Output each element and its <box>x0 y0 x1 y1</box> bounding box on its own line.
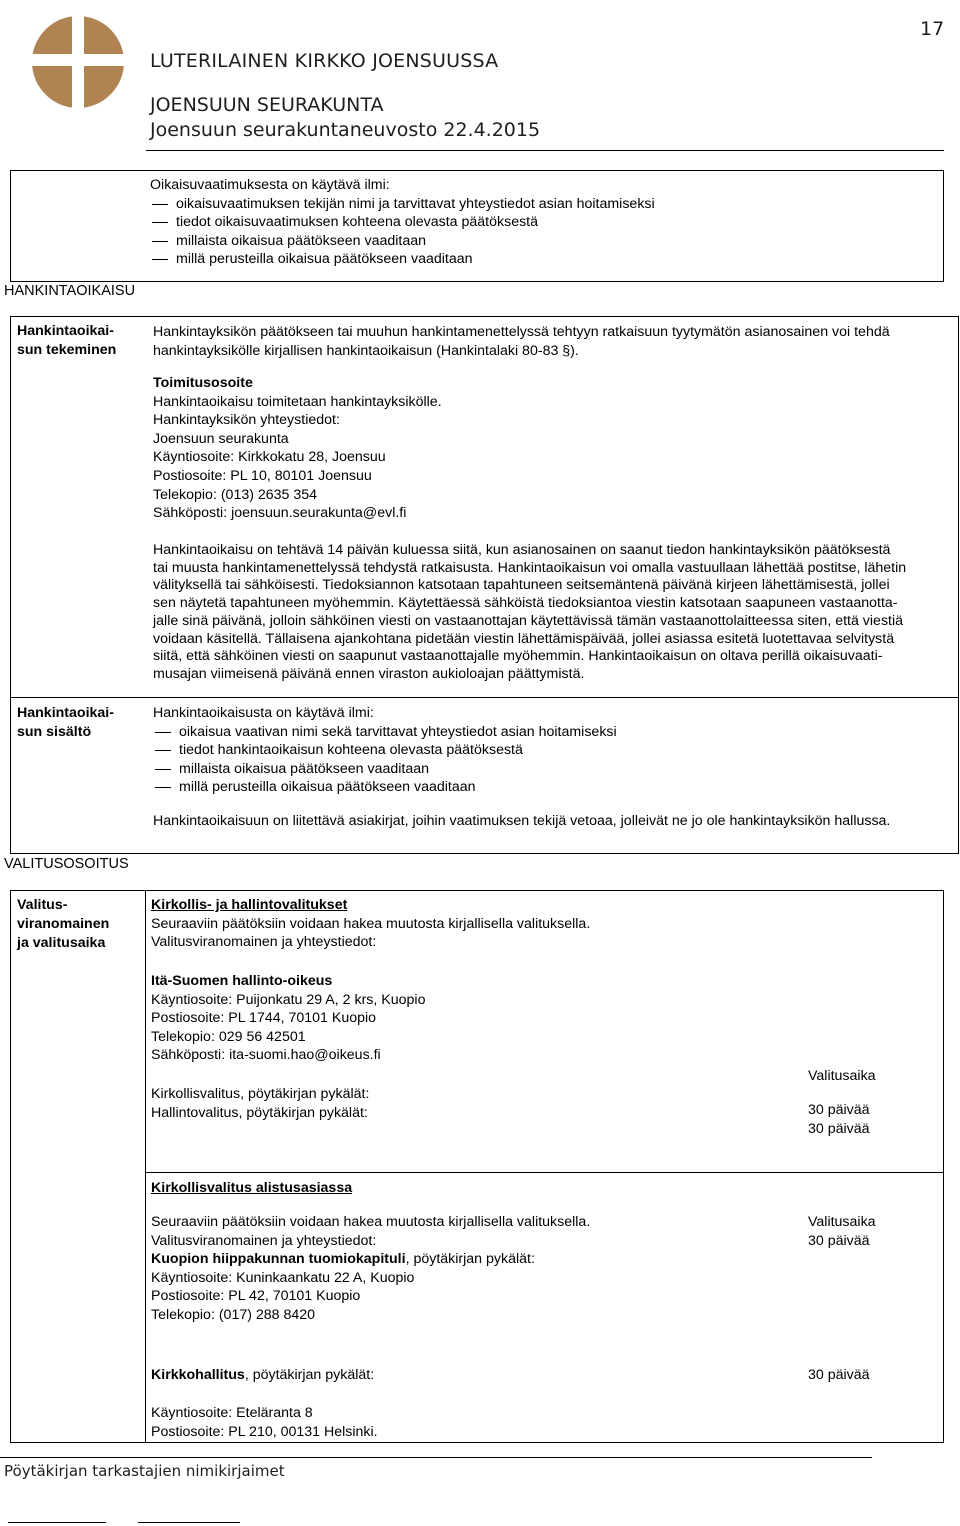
sisalto-block <box>153 704 617 797</box>
address-line: Hankintaoikaisu toimitetaan hankintayksikölle. <box>153 393 442 410</box>
tuomiokapituli-suffix: , pöytäkirjan pykälät: <box>405 1251 535 1268</box>
toimitusosoite-title: Toimitusosoite <box>153 375 253 391</box>
address-line: Hankintayksikön yhteystiedot: <box>153 412 340 429</box>
court-line: Käyntiosoite: Puijonkatu 29 A, 2 krs, Kuopio <box>151 991 426 1008</box>
deadline-paragraph <box>153 542 906 684</box>
hankintaoikaisu-main <box>153 323 890 360</box>
alistus-title: Kirkollisvalitus alistusasiassa <box>151 1180 353 1196</box>
address-line: Käyntiosoite: Kirkkokatu 28, Joensuu <box>153 449 386 466</box>
kirkkohallitus-address-line: Käyntiosoite: Eteläranta 8 <box>151 1405 313 1421</box>
address-line: Postiosoite: PL 10, 80101 Joensuu <box>153 467 372 484</box>
kirkollisvalitus-line: Kirkollisvalitus, pöytäkirjan pykälät: <box>151 1086 370 1102</box>
page-number: 17 <box>920 18 945 40</box>
kirkkohallitus-line <box>151 1366 374 1385</box>
oikaisuvaatimus-content <box>150 176 655 269</box>
label-hankintaoikaisun-tekeminen: Hankintaoikai- sun tekeminen <box>17 323 117 358</box>
alistus-days <box>808 1213 876 1250</box>
kirkkohallitus-suffix: , pöytäkirjan pykälät: <box>244 1367 375 1383</box>
list-item: oikaisua vaativan nimi sekä tarvittavat yhteystiedot asian hoitamiseksi <box>153 723 617 742</box>
deadline-line: musajan viimeisenä päivänä ennen viraston aukioloajan päättymistä. <box>153 665 585 682</box>
valitus-column-divider <box>145 890 146 1443</box>
signature-line-1 <box>8 1522 106 1523</box>
alistus-line: Seuraaviin päätöksiin voidaan hakea muutosta kirjallisella valituksella. <box>151 1214 591 1230</box>
deadline-line: Hankintaoikaisu on tehtävä 14 päivän kuluessa siitä, kun asianosainen on saanut tiedon hankintayksikön päätöksestä <box>153 542 891 558</box>
list-item: tiedot oikaisuvaatimuksen kohteena olevasta päätöksestä <box>150 213 655 232</box>
email-line: Sähköposti: joensuun.seurakunta@evl.fi <box>153 505 407 522</box>
alistus-block <box>151 1213 590 1325</box>
org-name: LUTERILAINEN KIRKKO JOENSUUSSA <box>150 50 499 72</box>
deadline-line: voidaan käsitellä. Tällaisena ajankohtana pidetään viestin lähettämispäivää, jollei asiassa esitetä luotettavaa selvitystä <box>153 630 895 647</box>
tuomiokapituli-address: Postiosoite: PL 42, 70101 Kuopio <box>151 1288 361 1305</box>
intro-line-2: hankintayksikölle kirjallisen hankintaoikaisun (Hankintalaki 80-83 §). <box>153 342 579 359</box>
tuomiokapituli-address: Käyntiosoite: Kuninkaankatu 22 A, Kuopio <box>151 1269 415 1286</box>
address-line: Telekopio: (013) 2635 354 <box>153 486 318 503</box>
address-line: Joensuun seurakunta <box>153 430 289 447</box>
list-item: millä perusteilla oikaisua päätökseen vaaditaan <box>153 778 617 797</box>
kirkollis-hallinto-title: Kirkollis- ja hallintovalitukset <box>151 897 348 913</box>
valitusaika-label: Valitusaika <box>808 1068 876 1084</box>
list-item: tiedot hankintaoikaisun kohteena olevasta päätöksestä <box>153 741 617 760</box>
days-value: 30 päivää <box>808 1232 870 1249</box>
section-heading-hankintaoikaisu: HANKINTAOIKAISU <box>4 283 136 299</box>
deadline-line: tai muusta hankintamenettelyssä tehdystä ratkaisusta. Hankintaoikaisun voi omalla vastuullaan lähettää postitse, lähetin <box>153 559 907 576</box>
days-value: 30 päivää <box>808 1120 870 1137</box>
valitus-types <box>151 1085 369 1122</box>
court-name: Itä-Suomen hallinto-oikeus <box>151 973 333 989</box>
court-line: Postiosoite: PL 1744, 70101 Kuopio <box>151 1010 377 1027</box>
kirkollis-hallinto-block <box>151 896 590 952</box>
tuomiokapituli-line <box>151 1250 590 1269</box>
days-value: 30 päivää <box>808 1102 870 1118</box>
list-item: oikaisuvaatimuksen tekijän nimi ja tarvittavat yhteystiedot asian hoitamiseksi <box>150 195 655 214</box>
alistus-line: Valitusviranomainen ja yhteystiedot: <box>151 1232 377 1249</box>
valitusaika-label-2: Valitusaika <box>808 1214 876 1230</box>
label-valitusviranomainen: Valitus- viranomainen ja valitusaika <box>17 897 110 951</box>
valitus-row-divider <box>145 1172 944 1173</box>
kh-line: Seuraaviin päätöksiin voidaan hakea muutosta kirjallisella valituksella. <box>151 915 591 932</box>
footer-text: Pöytäkirjan tarkastajien nimikirjaimet <box>4 1462 285 1480</box>
attachments-note: Hankintaoikaisuun on liitettävä asiakirjat, joihin vaatimuksen tekijä vetoaa, jolleivät ne jo ole hankintayksikön hallussa. <box>153 813 891 829</box>
church-cross-logo-icon <box>28 14 128 110</box>
court-block <box>151 972 425 1065</box>
intro-line-1: Hankintayksikön päätökseen tai muuhun hankintamenettelyssä tehtyyn ratkaisuun tyytymätön asianosainen voi tehdä <box>153 324 890 340</box>
hankintaoikaisu-divider <box>10 697 959 698</box>
deadline-line: jalle sinä päivänä, jolloin sähköinen viesti on vastaanottajan käytettävissä tämän vastaanottolaitteessa siten, että viestiä <box>153 612 904 629</box>
deadline-line: välityksellä tai sähköisesti. Tiedoksiannon katsotaan tapahtuneen seitsemäntenä päivänä kirjeen lähettämisestä, jollei <box>153 577 890 594</box>
kirkkohallitus-name: Kirkkohallitus <box>151 1367 245 1383</box>
court-line: Sähköposti: ita-suomi.hao@oikeus.fi <box>151 1047 381 1064</box>
meeting-title: Joensuun seurakuntaneuvosto 22.4.2015 <box>150 119 541 141</box>
deadline-line: siitä, että sähköinen viesti on saapunut vastaanottajalle myöhemmin. Hankintaoikaisun on oltava perillä oikaisuvaati- <box>153 648 883 665</box>
oikaisuvaatimus-intro: Oikaisuvaatimuksesta on käytävä ilmi: <box>150 177 390 193</box>
list-item: millaista oikaisua päätökseen vaaditaan <box>150 232 655 251</box>
label-hankintaoikaisun-sisalto: Hankintaoikai- sun sisältö <box>17 705 114 740</box>
sisalto-intro: Hankintaoikaisusta on käytävä ilmi: <box>153 705 374 721</box>
footer-rule <box>0 1457 872 1458</box>
kh-line: Valitusviranomainen ja yhteystiedot: <box>151 934 377 951</box>
parish-name: JOENSUUN SEURAKUNTA <box>150 94 384 116</box>
tuomiokapituli-address: Telekopio: (017) 288 8420 <box>151 1306 316 1323</box>
days-value: 30 päivää <box>808 1367 870 1383</box>
tuomiokapituli-name: Kuopion hiippakunnan tuomiokapituli <box>151 1251 406 1268</box>
header-rule <box>146 150 944 151</box>
list-item: millaista oikaisua päätökseen vaaditaan <box>153 760 617 779</box>
kirkkohallitus-address <box>151 1404 378 1441</box>
section-heading-valitusosoitus: VALITUSOSOITUS <box>4 856 129 872</box>
toimitusosoite-block <box>153 374 442 523</box>
deadline-line: sen näytetä tapahtuneen myöhemmin. Käytettäessä sähköistä tiedoksiantoa viestin katsotaan saapuneen vastaanotta- <box>153 595 898 612</box>
hallintovalitus-line: Hallintovalitus, pöytäkirjan pykälät: <box>151 1104 368 1121</box>
signature-line-2 <box>138 1522 240 1523</box>
court-line: Telekopio: 029 56 42501 <box>151 1028 306 1045</box>
kirkkohallitus-address-line: Postiosoite: PL 210, 00131 Helsinki. <box>151 1423 378 1440</box>
valitus-days <box>808 1101 870 1138</box>
list-item: millä perusteilla oikaisua päätökseen vaaditaan <box>150 250 655 269</box>
